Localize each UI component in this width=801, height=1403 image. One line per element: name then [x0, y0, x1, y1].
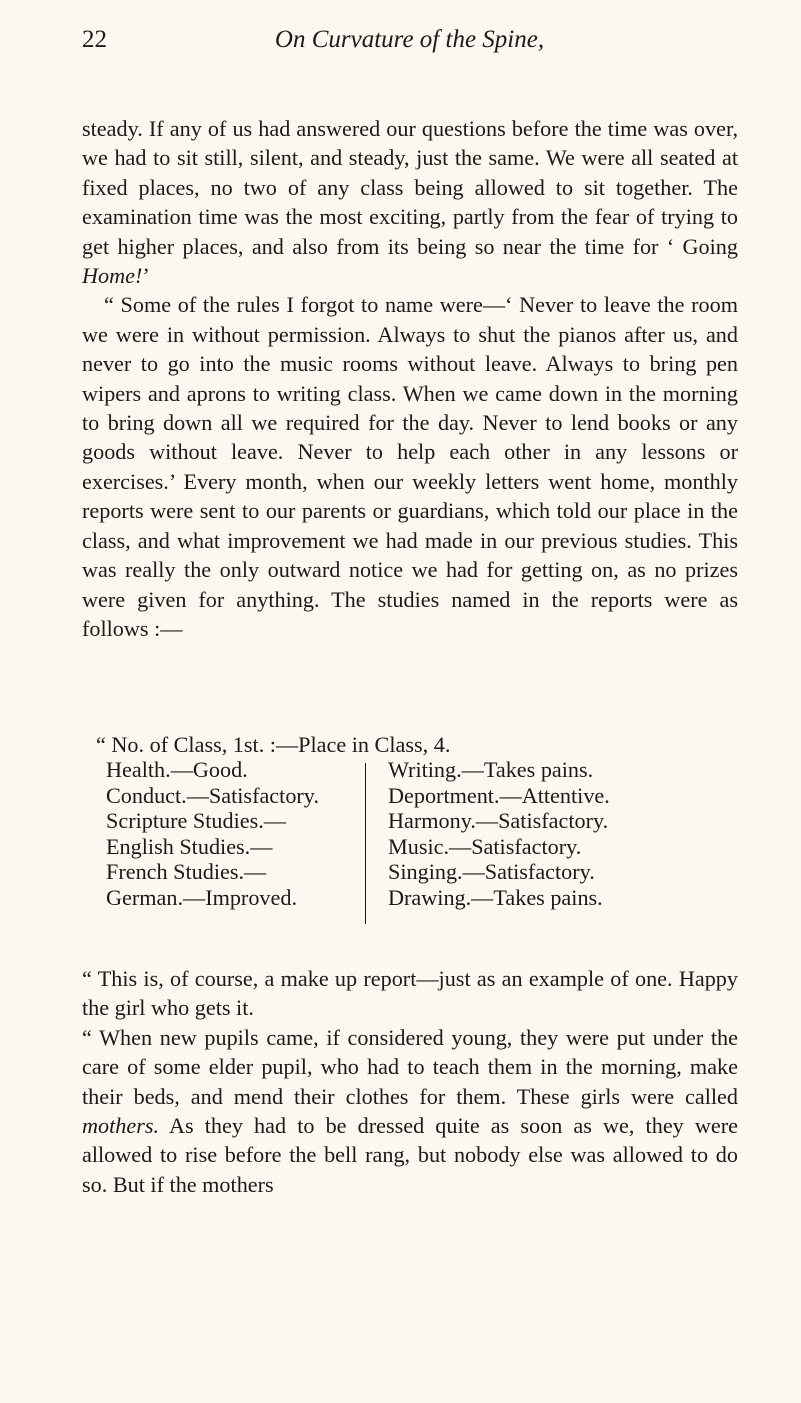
report-entry: Drawing.—Takes pains. [388, 884, 603, 910]
paragraph: steady. If any of us had answered our questions before the time was over, we had to sit still, silent, and steady, just the same. We were all seated at fixed places, no two of any class being allowed to sit together. The examination time was the most exciting, partly from the fear of trying to get higher places, and also from its being so near the time for ‘ Going Home!’ [82, 116, 738, 289]
report-entry: Health.—Good. [106, 757, 248, 782]
report-right-column [388, 757, 610, 911]
page-number: 22 [82, 26, 107, 53]
report-entry: Harmony.—Satisfactory. [388, 808, 609, 834]
report-entry: Music.—Satisfactory. [388, 833, 582, 859]
report-entry: Scripture Studies.— [106, 808, 286, 834]
text-block-top [82, 114, 738, 643]
text-block-bottom [82, 964, 738, 1199]
running-title: On Curvature of the Spine, [274, 26, 545, 53]
report-entry: Writing.—Takes pains. [388, 757, 594, 782]
report-entry: Deportment.—Attentive. [388, 782, 610, 808]
report-left-column [106, 757, 319, 911]
report-entry: Conduct.—Satisfactory. [106, 782, 320, 808]
column-divider [365, 763, 366, 924]
report-entry: German.—Improved. [106, 884, 297, 910]
paragraph: “ This is, of course, a make up report—just as an example of one. Happy the girl who gets it. [82, 966, 738, 1021]
report-entry: Singing.—Satisfactory. [388, 859, 595, 885]
paragraph: “ Some of the rules I forgot to name were—‘ Never to leave the room we were in without permission. Always to shut the pianos after us, and never to go into the music rooms without leave. Always to bring pen wipers and aprons to writing class. When we came down in the morning to bring down all we required for the day. Never to lend books or any goods without leave. Never to help each other in any lessons or exercises.’ Every month, when our weekly letters went home, monthly reports were sent to our parents or guardians, which told our place in the class, and what improvement we had made in our previous studies. This was really the only outward notice we had for getting on, as no prizes were given for anything. The studies named in the reports were as follows :— [82, 292, 738, 641]
italic-emphasis: Home! [82, 263, 143, 289]
report-entry: French Studies.— [106, 859, 267, 885]
paragraph: “ When new pupils came, if considered young, they were put under the care of some elder pupil, who had to teach them in the morning, make their beds, and mend their clothes for them. These girls were called mothers. As they had to be dressed quite as soon as we, they were allowed to rise before the bell rang, but nobody else was allowed to do so. But if the mothers [82, 1024, 738, 1197]
page-header [82, 26, 737, 66]
report-heading: “ No. of Class, 1st. :—Place in Class, 4. [96, 732, 451, 757]
report-entry: English Studies.— [106, 833, 273, 859]
italic-emphasis: mothers. [82, 1113, 160, 1139]
